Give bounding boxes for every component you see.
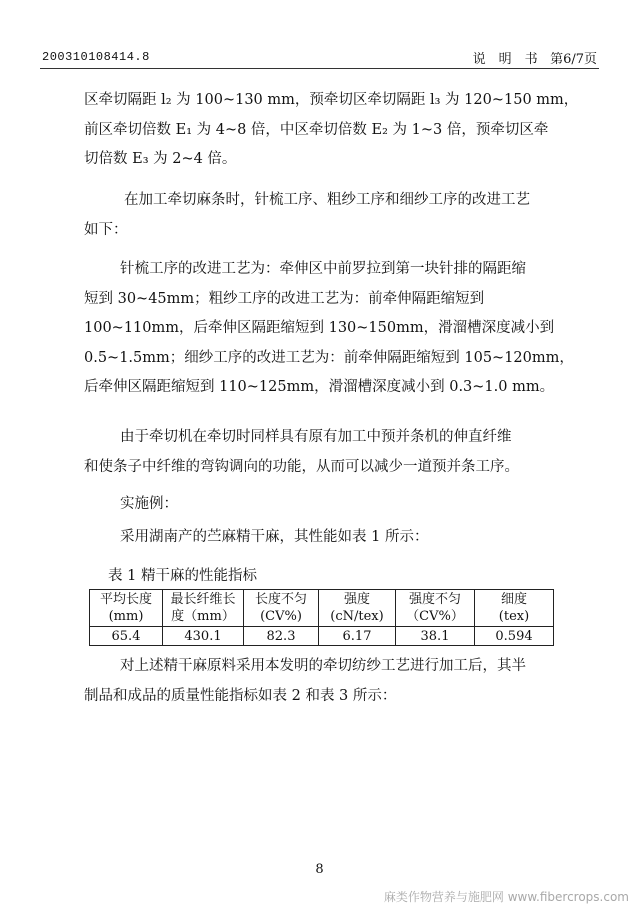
page-label: 第6/7页 — [550, 52, 597, 67]
table-header-row — [90, 590, 554, 627]
table-header-cell: 强度不匀 （CV%） — [396, 590, 475, 627]
text-line: 在加工牵切麻条时，针梳工序、粗纱工序和细纱工序的改进工艺 — [124, 192, 530, 208]
table-row — [90, 627, 554, 646]
paragraph-draft-spacing — [84, 86, 579, 175]
text-line: 切倍数 E₃ 为 2~4 倍。 — [84, 151, 237, 167]
paragraph-example-heading — [84, 490, 552, 520]
text-line: 区牵切隔距 l₂ 为 100~130 mm，预牵切区牵切隔距 l₃ 为 120~150 mm， — [84, 92, 579, 108]
text-line: 制品和成品的质量性能指标如表 2 和表 3 所示： — [84, 687, 397, 704]
table-header-cell: 长度不匀 (CV%) — [244, 590, 319, 627]
text-line: 100~110mm，后牵伸区隔距缩短到 130~150mm，滑溜槽深度减小到 — [84, 320, 555, 336]
table-caption: 表 1 精干麻的性能指标 — [108, 568, 257, 584]
text-line: 采用湖南产的苎麻精干麻，其性能如表 1 所示： — [120, 529, 429, 545]
text-line: 前区牵切倍数 E₁ 为 4~8 倍，中区牵切倍数 E₂ 为 1~3 倍，预牵切区牵 — [84, 121, 549, 138]
text-line: 和使条子中纤维的弯钩调向的功能，从而可以减少一道预并条工序。 — [84, 458, 519, 475]
table-cell: 6.17 — [319, 627, 396, 646]
table-cell: 430.1 — [163, 627, 244, 646]
page-header-right — [473, 48, 597, 67]
table-header-cell: 强度 (cN/tex) — [319, 590, 396, 627]
paragraph-advantage — [84, 423, 552, 482]
text-line: 如下： — [84, 221, 128, 238]
paragraph-material — [84, 523, 552, 553]
table-cell: 0.594 — [475, 627, 554, 646]
site-watermark: 麻类作物营养与施肥网 www.fibercrops.com — [383, 890, 629, 904]
paragraph-results-intro — [84, 652, 552, 711]
properties-table — [89, 589, 554, 646]
section-title: 说 明 书 — [472, 52, 538, 67]
table-header-cell: 最长纤维长 度（mm） — [163, 590, 244, 627]
text-line: 对上述精干麻原料采用本发明的牵切纺纱工艺进行加工后，其半 — [120, 658, 526, 674]
text-line: 针梳工序的改进工艺为：牵伸区中前罗拉到第一块针排的隔距缩 — [120, 261, 526, 277]
table-header-cell: 平均长度 (mm) — [90, 590, 163, 627]
header-divider — [40, 68, 599, 69]
paragraph-intro-improvements — [84, 186, 552, 245]
paragraph-process-details — [84, 255, 574, 403]
text-line: 实施例： — [120, 496, 178, 512]
page-number: 8 — [315, 862, 324, 877]
patent-number: 200310108414.8 — [42, 50, 150, 64]
table-cell: 38.1 — [396, 627, 475, 646]
text-line: 后牵伸区隔距缩短到 110~125mm，滑溜槽深度减小到 0.3~1.0 mm。 — [84, 379, 555, 395]
table-cell: 82.3 — [244, 627, 319, 646]
text-line: 短到 30~45mm；粗纱工序的改进工艺为：前牵伸隔距缩短到 — [84, 290, 485, 307]
table-cell: 65.4 — [90, 627, 163, 646]
table-header-cell: 细度 (tex) — [475, 590, 554, 627]
text-line: 由于牵切机在牵切时同样具有原有加工中预并条机的伸直纤维 — [120, 429, 512, 445]
text-line: 0.5~1.5mm；细纱工序的改进工艺为：前牵伸隔距缩短到 105~120mm， — [84, 349, 574, 366]
